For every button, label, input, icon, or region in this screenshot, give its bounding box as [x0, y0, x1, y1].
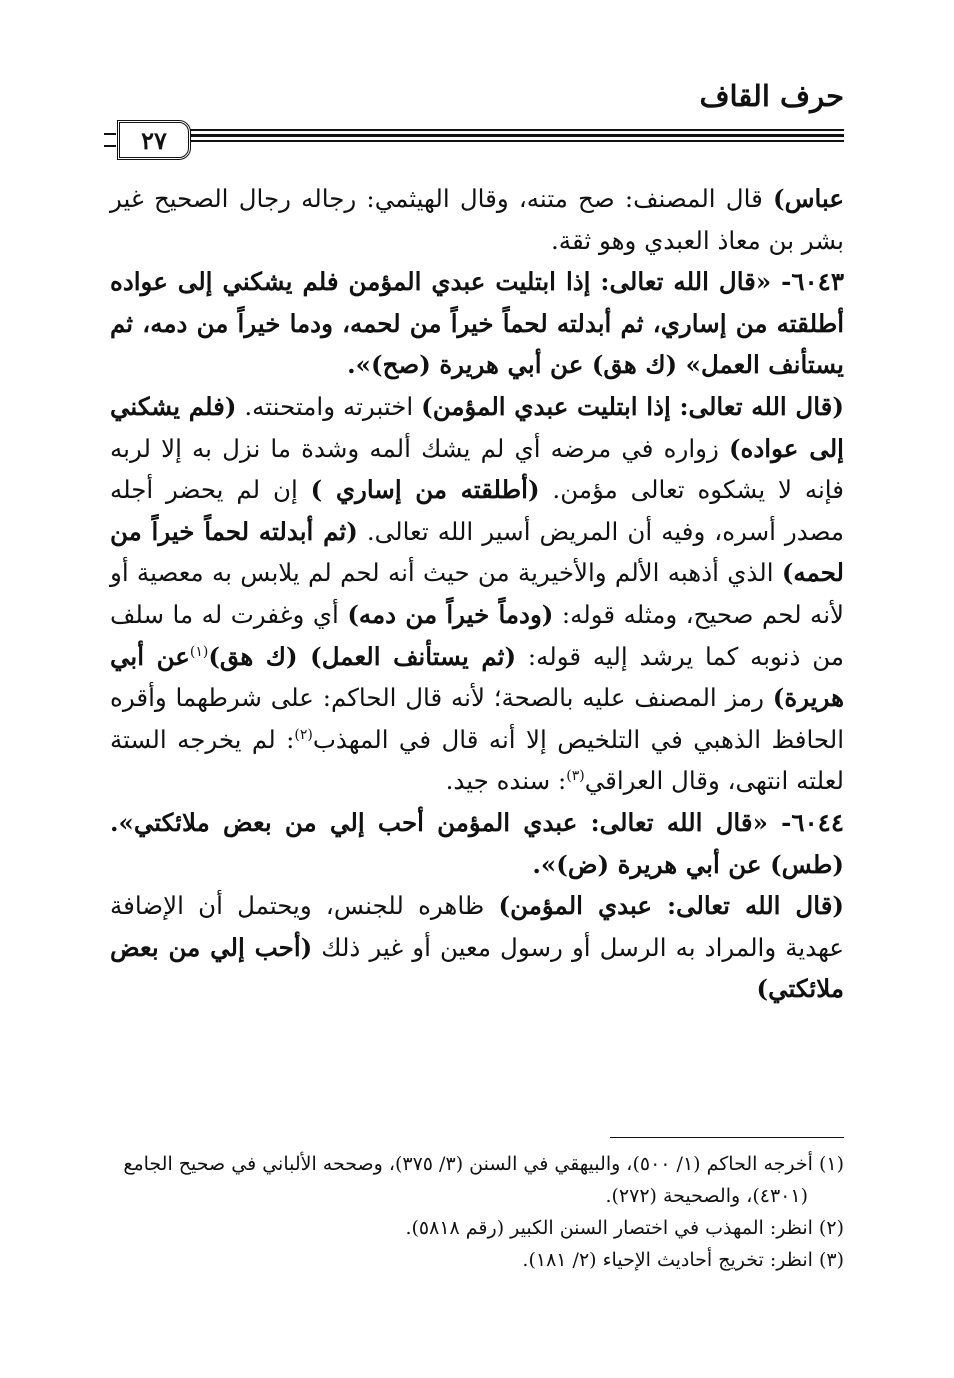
- bold-span: عباس): [773, 184, 844, 213]
- footnote-1-continued: (٤٣٠١)، والصحيحة (٢٧٢).: [605, 1185, 808, 1207]
- header-rule: [150, 140, 844, 142]
- text-span: الذي أذهبه الألم والأخيرية من حيث أنه لحم لم يلابس به معصية أو لأنه لحم صحيح، ومثله قوله:: [110, 558, 844, 629]
- header-rule: [150, 134, 844, 137]
- footnote-2: (٢) انظر: المهذب في اختصار السنن الكبير (رقم ٥٨١٨).: [405, 1217, 844, 1239]
- footnote-ref-1[interactable]: (١): [189, 643, 209, 660]
- text-span: رمز المصنف عليه بالصحة؛ لأنه قال الحاكم: على شرطهما وأقره الحافظ الذهبي في التلخيص إلا أنه قال في المهذب: [110, 683, 844, 754]
- text-span: اختبرته وامتحنته.: [236, 391, 422, 421]
- bold-span: (ثم يستأنف العمل) (ك هق): [208, 641, 517, 671]
- running-title: حرف القاف: [699, 79, 844, 113]
- text-span: إن لم يحضر أجله مصدر أسره، وفيه أن المريض أسير الله تعالى.: [110, 475, 844, 546]
- bold-span: (قال الله تعالى: إذا ابتليت عبدي المؤمن): [421, 391, 844, 421]
- footnote-divider: [610, 1137, 844, 1138]
- footnote-ref-2[interactable]: (٢): [294, 726, 313, 743]
- text-span: أي وغفرت له ما سلف من ذنوبه كما يرشد إليه قوله:: [110, 599, 844, 671]
- header-rule: [150, 129, 844, 131]
- hadith-text: «قال الله تعالى: عبدي المؤمن أحب إلي من بعض ملائكتي». (طس) عن أبي هريرة (ض)».: [110, 807, 844, 879]
- bold-span: (أحب إلي من بعض ملائكتي): [110, 932, 844, 1004]
- text-span: : لم يخرجه الستة لعلته انتهى، وقال العراقي: [110, 724, 844, 796]
- hadith-number: ٦٠٤٣-: [771, 267, 844, 297]
- hadith-6043: [110, 261, 844, 386]
- hadith-number: ٦٠٤٤-: [767, 807, 844, 837]
- body-text: [110, 178, 844, 1010]
- hadith-6044: [110, 802, 844, 885]
- bold-span: (ثم أبدلته لحماً خيراً من لحمه): [110, 516, 844, 588]
- bold-span: (ودماً خيراً من دمه): [347, 599, 554, 629]
- commentary-6043: [110, 386, 844, 802]
- footnotes: [110, 1148, 844, 1276]
- bold-span: (أطلقته من إساري ): [310, 475, 540, 505]
- footnote-ref-3[interactable]: (٣): [566, 768, 585, 785]
- text-span: ظاهره للجنس، ويحتمل أن الإضافة عهدية والمراد به الرسل أو رسول معين أو غير ذلك: [110, 891, 844, 962]
- bold-span: عن أبي هريرة): [110, 641, 844, 713]
- paragraph-1: [110, 178, 844, 261]
- text-span: زواره في مرضه أي لم يشك ألمه وشدة ما نزل به إلا لربه فإنه لا يشكوه تعالى مؤمن.: [110, 433, 844, 505]
- text-span: قال المصنف: صح متنه، وقال الهيثمي: رجاله رجال الصحيح غير بشر بن معاذ العبدي وهو ثقة.: [110, 184, 844, 255]
- hadith-text: «قال الله تعالى: إذا ابتليت عبدي المؤمن فلم يشكني إلى عواده أطلقته من إساري، ثم أبدلته لحماً خيراً من لحمه، ودما خيراً من دمه، ثم يستأنف العمل» (ك هق) عن أبي هريرة (صح)».: [110, 267, 844, 380]
- page-number: ٢٧: [117, 120, 191, 160]
- text-span: : سنده جيد.: [445, 766, 567, 796]
- bold-span: (قال الله تعالى: عبدي المؤمن): [498, 891, 844, 921]
- footnote-1: (١) أخرجه الحاكم (١/ ٥٠٠)، والبيهقي في السنن (٣/ ٣٧٥)، وصححه الألباني في صحيح الجامع: [123, 1153, 844, 1175]
- bold-span: (فلم يشكني إلى عواده): [110, 391, 844, 463]
- footnote-3: (٣) انظر: تخريج أحاديث الإحياء (٢/ ١٨١).: [522, 1249, 844, 1271]
- commentary-6044: [110, 885, 844, 1010]
